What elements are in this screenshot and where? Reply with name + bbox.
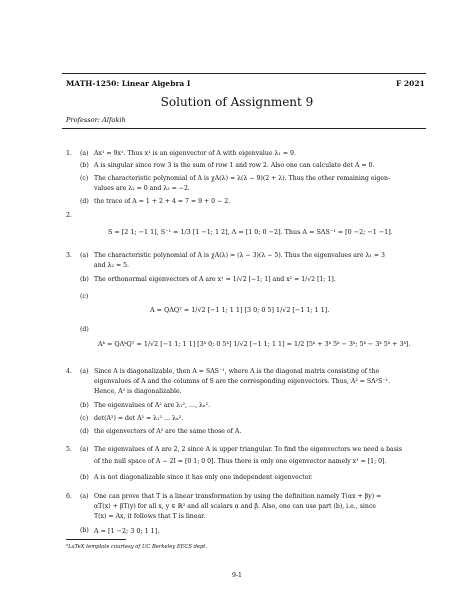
part-text: A is singular since row 3 is the sum of row 1 and row 2. Also one can calculate det A = 0.	[94, 162, 375, 169]
part-label: (c)	[80, 175, 89, 182]
part-label: (d)	[80, 326, 89, 333]
part-text: The characteristic polynomial of A is χA(λ) = (λ − 3)(λ − 5). Thus the eigenvalues are λ₁ = 3	[94, 252, 385, 259]
equation: Aᵏ = QΛᵏQᵀ = 1/√2 [−1 1; 1 1] [3ᵏ 0; 0 5ᵏ] 1/√2 [−1 1; 1 1] = 1/2 [5ᵏ + 3ᵏ 5ᵏ − 3ᵏ; 5ᵏ − 3ᵏ 5ᵏ + 3ᵏ].	[98, 340, 411, 348]
problem-number: 5.	[66, 446, 72, 453]
part-text: The eigenvalues of A² are λ₁², …, λₙ².	[94, 402, 211, 409]
problem-number: 2.	[66, 212, 72, 219]
part-label: (b)	[80, 162, 89, 169]
problem-number: 1.	[66, 150, 72, 157]
problem-number: 3.	[66, 252, 72, 259]
part-label: (b)	[80, 276, 89, 283]
part-label: (a)	[80, 446, 89, 453]
part-text: det(A²) = det A² = λ₁² … λₙ².	[94, 415, 184, 422]
part-text: A is not diagonalizable since it has only one independent eigenvector.	[94, 474, 313, 481]
top-rule	[62, 73, 426, 74]
part-text-continued: values are λ₂ = 0 and λ₃ = −2.	[94, 185, 190, 192]
part-label: (c)	[80, 293, 89, 300]
part-text-continued: eigenvalues of A and the columns of S are the corresponding eigenvectors. Thus, A² = SΛ²S⁻¹.	[94, 378, 391, 385]
part-text: One can prove that T is a linear transformation by using the definition namely T(αx + βy) =	[94, 493, 382, 500]
page-title: Solution of Assignment 9	[160, 95, 314, 109]
problem-number: 6.	[66, 493, 72, 500]
part-label: (a)	[80, 252, 89, 259]
part-text: The eigenvalues of A are 2, 2 since A is upper triangular. To find the eigenvectors we need a basis	[94, 446, 403, 453]
part-label: (b)	[80, 527, 89, 534]
equation: A = QΛQᵀ = 1/√2 [−1 1; 1 1] [3 0; 0 5] 1/√2 [−1 1; 1 1].	[150, 306, 330, 314]
footnote-rule	[66, 539, 126, 540]
part-text: Ax¹ = 9x¹. Thus x¹ is an eigenvector of A with eigenvalue λ₁ = 9.	[94, 150, 296, 157]
part-text-continued: T(x) = Ax, it follows that T is linear.	[94, 513, 206, 520]
part-label: (a)	[80, 368, 89, 375]
professor-label: Professor: Alfakih	[66, 116, 126, 124]
part-label: (a)	[80, 150, 89, 157]
equation: A = [1 −2; 3 0; 1 1].	[94, 527, 160, 535]
part-text: Since A is diagonalizable, then A = SΛS⁻¹, where Λ is the diagonal matrix consisting of the	[94, 368, 380, 375]
part-label: (c)	[80, 415, 89, 422]
part-text: the trace of A = 1 + 2 + 4 = 7 = 9 + 0 − 2.	[94, 198, 231, 205]
term-label: F 2021	[396, 79, 425, 88]
part-text-continued: of the null space of A − 2I = [0 1; 0 0]. Thus there is only one eigenvector namely x¹ = [1; 0].	[94, 458, 387, 465]
part-label: (b)	[80, 474, 89, 481]
part-text-continued: αT(x) + βT(y) for all x, y ∈ ℝ² and all scalars α and β. Also, one can use part (b), i.e., since	[94, 503, 376, 510]
equation: S = [2 1; −1 1], S⁻¹ = 1/3 [1 −1; 1 2], Λ = [1 0; 0 −2]. Thus A = SΛS⁻¹ = [0 −2; −1 −1].	[108, 228, 393, 236]
part-label: (b)	[80, 402, 89, 409]
part-label: (a)	[80, 493, 89, 500]
part-text: The characteristic polynomial of A is χA(λ) = λ(λ − 9)(2 + λ). Thus the other remaining eigen-	[94, 175, 391, 182]
part-label: (d)	[80, 428, 89, 435]
footnote: ⁰LaTeX template courtesy of UC Berkeley EECS dept.	[66, 544, 208, 550]
header-bottom-rule	[62, 128, 426, 129]
problem-number: 4.	[66, 368, 72, 375]
part-text: The orthonormal eigenvectors of A are x¹ = 1/√2 [−1; 1] and x² = 1/√2 [1; 1].	[94, 276, 336, 283]
part-text: the eigenvectors of A² are the same those of A.	[94, 428, 242, 435]
course-title: MATH-1250: Linear Algebra I	[66, 79, 191, 88]
part-label: (d)	[80, 198, 89, 205]
part-text-continued: and λ₂ = 5.	[94, 262, 130, 269]
page-number: 9-1	[232, 572, 242, 579]
part-text-continued: Hence, A² is diagonalizable.	[94, 388, 182, 395]
